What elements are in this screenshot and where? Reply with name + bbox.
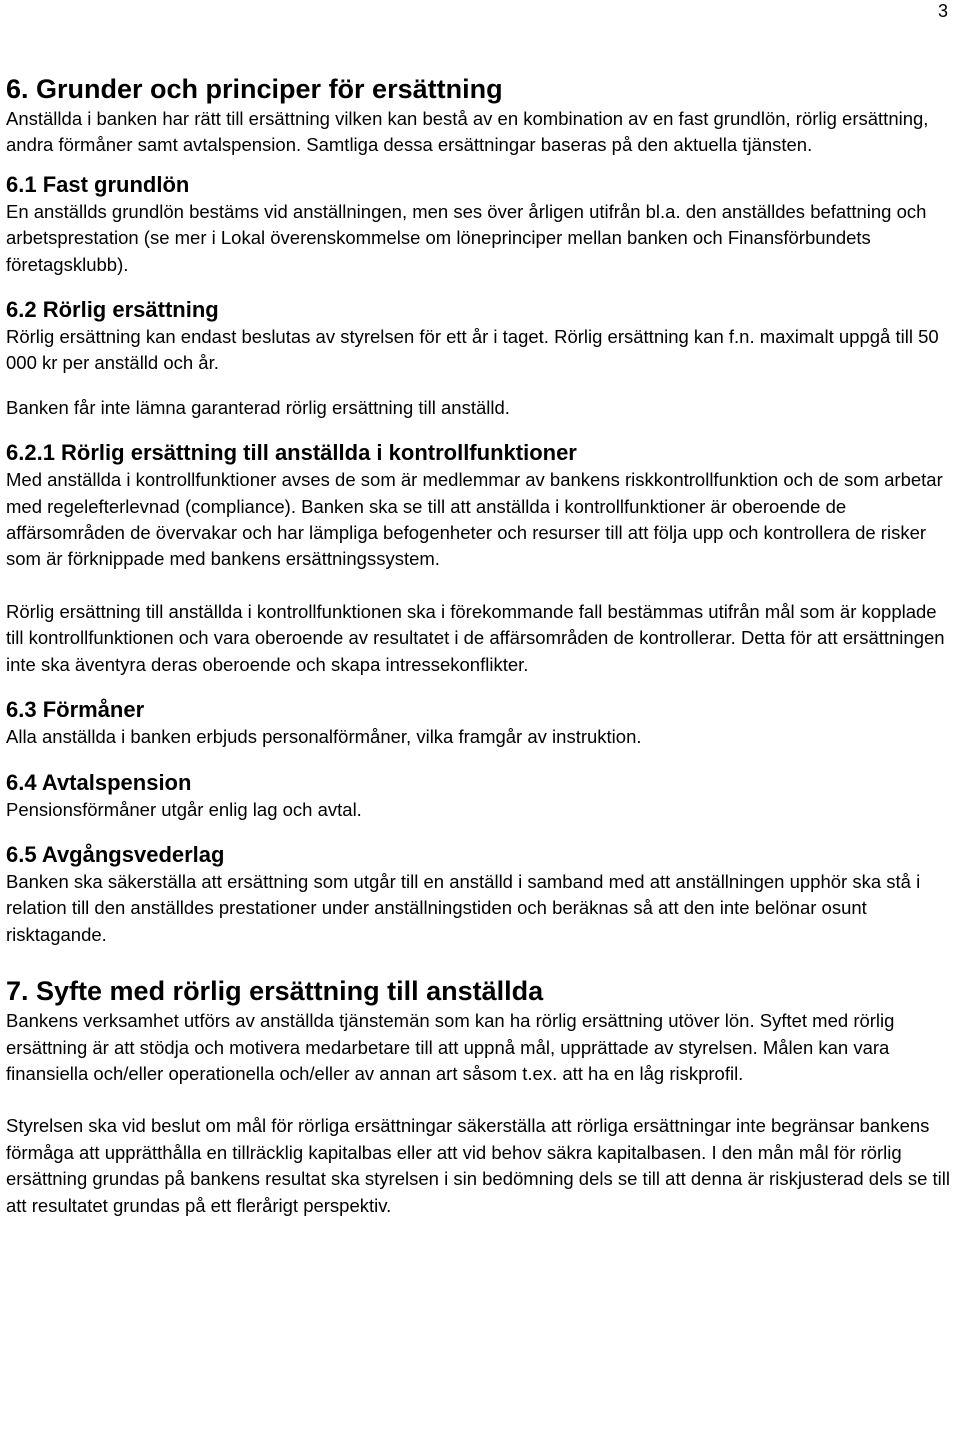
section-6-5-heading: 6.5 Avgångsvederlag xyxy=(6,841,225,867)
section-6-2-1-paragraph-1: Med anställda i kontrollfunktioner avses de som är medlemmar av bankens riskkontrollfunktion och de som arbetar med regelefterlevnad (compliance). Banken ska se till att anställda i kontrollfunktioner är oberoende de affärsområden de övervakar och har lämpliga befogenheter och resurser till att följa upp och kontrollera de risker som är förknippade med bankens ersättningssystem. xyxy=(6,469,943,570)
section-6-4-body: Pensionsförmåner utgår enlig lag och avtal. xyxy=(6,798,362,820)
section-6-1-body: En anställds grundlön bestäms vid anställningen, men ses över årligen utifrån bl.a. den anställdes befattning och arbetsprestation (se mer i Lokal överenskommelse om löneprinciper mellan banken och Finansförbundets företagsklubb). xyxy=(6,200,927,275)
section-6-4-heading: 6.4 Avtalspension xyxy=(6,769,192,795)
section-7-heading: 7. Syfte med rörlig ersättning till anställda xyxy=(6,976,544,1007)
section-6-3-body: Alla anställda i banken erbjuds personalförmåner, vilka framgår av instruktion. xyxy=(6,726,642,748)
section-6-heading: 6. Grunder och principer för ersättning xyxy=(6,74,503,104)
page-number: 3 xyxy=(937,1,948,21)
section-6-2-heading: 6.2 Rörlig ersättning xyxy=(6,297,219,323)
document-body xyxy=(6,72,956,1219)
section-7-paragraph-1: Bankens verksamhet utförs av anställda tjänstemän som kan ha rörlig ersättning utöver lön. Syftet med rörlig ersättning är att stödja och motivera medarbetare till att uppnå mål, upprättade av styrelsen. Målen kan vara finansiella och/eller operationella och/eller av annan art såsom t.ex. att ha en låg riskprofil. xyxy=(6,1010,895,1084)
section-6-5-body: Banken ska säkerställa att ersättning som utgår till en anställd i samband med att anställningen upphör ska stå i relation till den anställdes prestationer under anställningstiden och beräknas så att den inte belönar osunt risktagande. xyxy=(6,870,921,945)
section-6-intro: Anställda i banken har rätt till ersättning vilken kan bestå av en kombination av en fast grundlön, rörlig ersättning, andra förmåner samt avtalspension. Samtliga dessa ersättningar baseras på den aktuella tjänsten. xyxy=(6,108,929,156)
section-6-2-paragraph-1: Rörlig ersättning kan endast beslutas av styrelsen för ett år i taget. Rörlig ersättning kan f.n. maximalt uppgå till 50 000 kr per anställd och år. xyxy=(6,326,939,374)
section-6-1-heading: 6.1 Fast grundlön xyxy=(6,171,190,197)
section-6-2-paragraph-2: Banken får inte lämna garanterad rörlig ersättning till anställd. xyxy=(6,396,510,418)
section-6-3-heading: 6.3 Förmåner xyxy=(6,697,145,723)
section-7-paragraph-2: Styrelsen ska vid beslut om mål för rörliga ersättningar säkerställa att rörliga ersättningar inte begränsar bankens förmåga att upprätthålla en tillräcklig kapitalbas eller att vid behov säkra kapitalbasen. I den mån mål för rörlig ersättning grundas på bankens resultat ska styrelsen i sin bedömning dels se till att denna är riskjusterad dels se till att resultatet grundas på ett flerårigt perspektiv. xyxy=(6,1115,951,1216)
section-6-2-1-paragraph-2: Rörlig ersättning till anställda i kontrollfunktionen ska i förekommande fall bestämmas utifrån mål som är kopplade till kontrollfunktionen och vara oberoende av resultatet i de affärsområden de kontrollerar. Detta för att ersättningen inte ska äventyra deras oberoende och skapa intressekonflikter. xyxy=(6,600,945,675)
section-6-2-1-heading: 6.2.1 Rörlig ersättning till anställda i kontrollfunktioner xyxy=(6,440,577,466)
